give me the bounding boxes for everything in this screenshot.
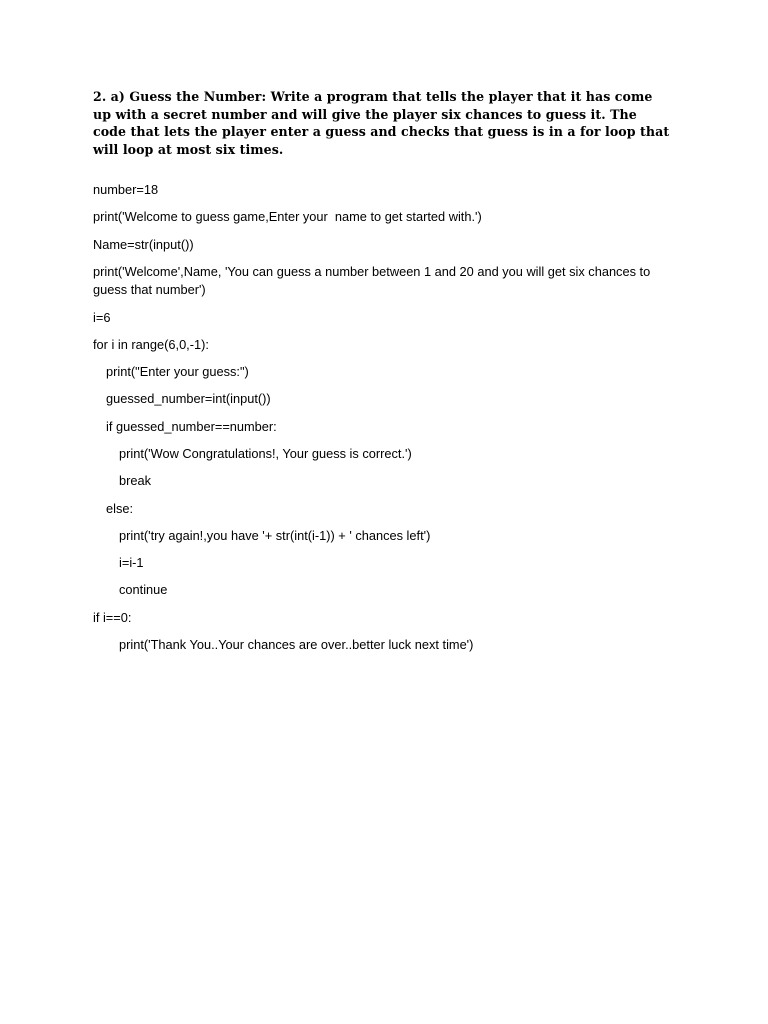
code-line: i=i-1 — [119, 555, 144, 570]
code-line: if guessed_number==number: — [106, 419, 277, 434]
code-line: Name=str(input()) — [93, 237, 194, 252]
code-line: print("Enter your guess:") — [106, 364, 249, 379]
code-line: print('Thank You..Your chances are over..better luck next time') — [119, 637, 474, 652]
code-line: print('Welcome',Name, 'You can guess a number between 1 and 20 and you will get six chances to — [93, 264, 651, 279]
code-line: i=6 — [93, 310, 111, 325]
code-line: break — [119, 473, 152, 488]
code-line: print('try again!,you have '+ str(int(i-1)) + ' chances left') — [119, 528, 431, 543]
code-line: for i in range(6,0,-1): — [93, 337, 209, 352]
code-line: guess that number') — [93, 282, 206, 297]
code-line: print('Wow Congratulations!, Your guess is correct.') — [119, 446, 412, 461]
question-text: 2. a) Guess the Number: Write a program that tells the player that it has come up with a secret number and will give the player six chances to guess it. The code that lets the player enter a guess and checks that guess is in a for loop that will loop at most six times. — [93, 89, 670, 157]
code-line: else: — [106, 501, 134, 516]
code-line: print('Welcome to guess game,Enter your name to get started with.') — [93, 209, 482, 224]
code-line: continue — [119, 582, 168, 597]
code-line: number=18 — [93, 182, 159, 197]
code-line: guessed_number=int(input()) — [106, 391, 271, 406]
code-line: if i==0: — [93, 610, 132, 625]
